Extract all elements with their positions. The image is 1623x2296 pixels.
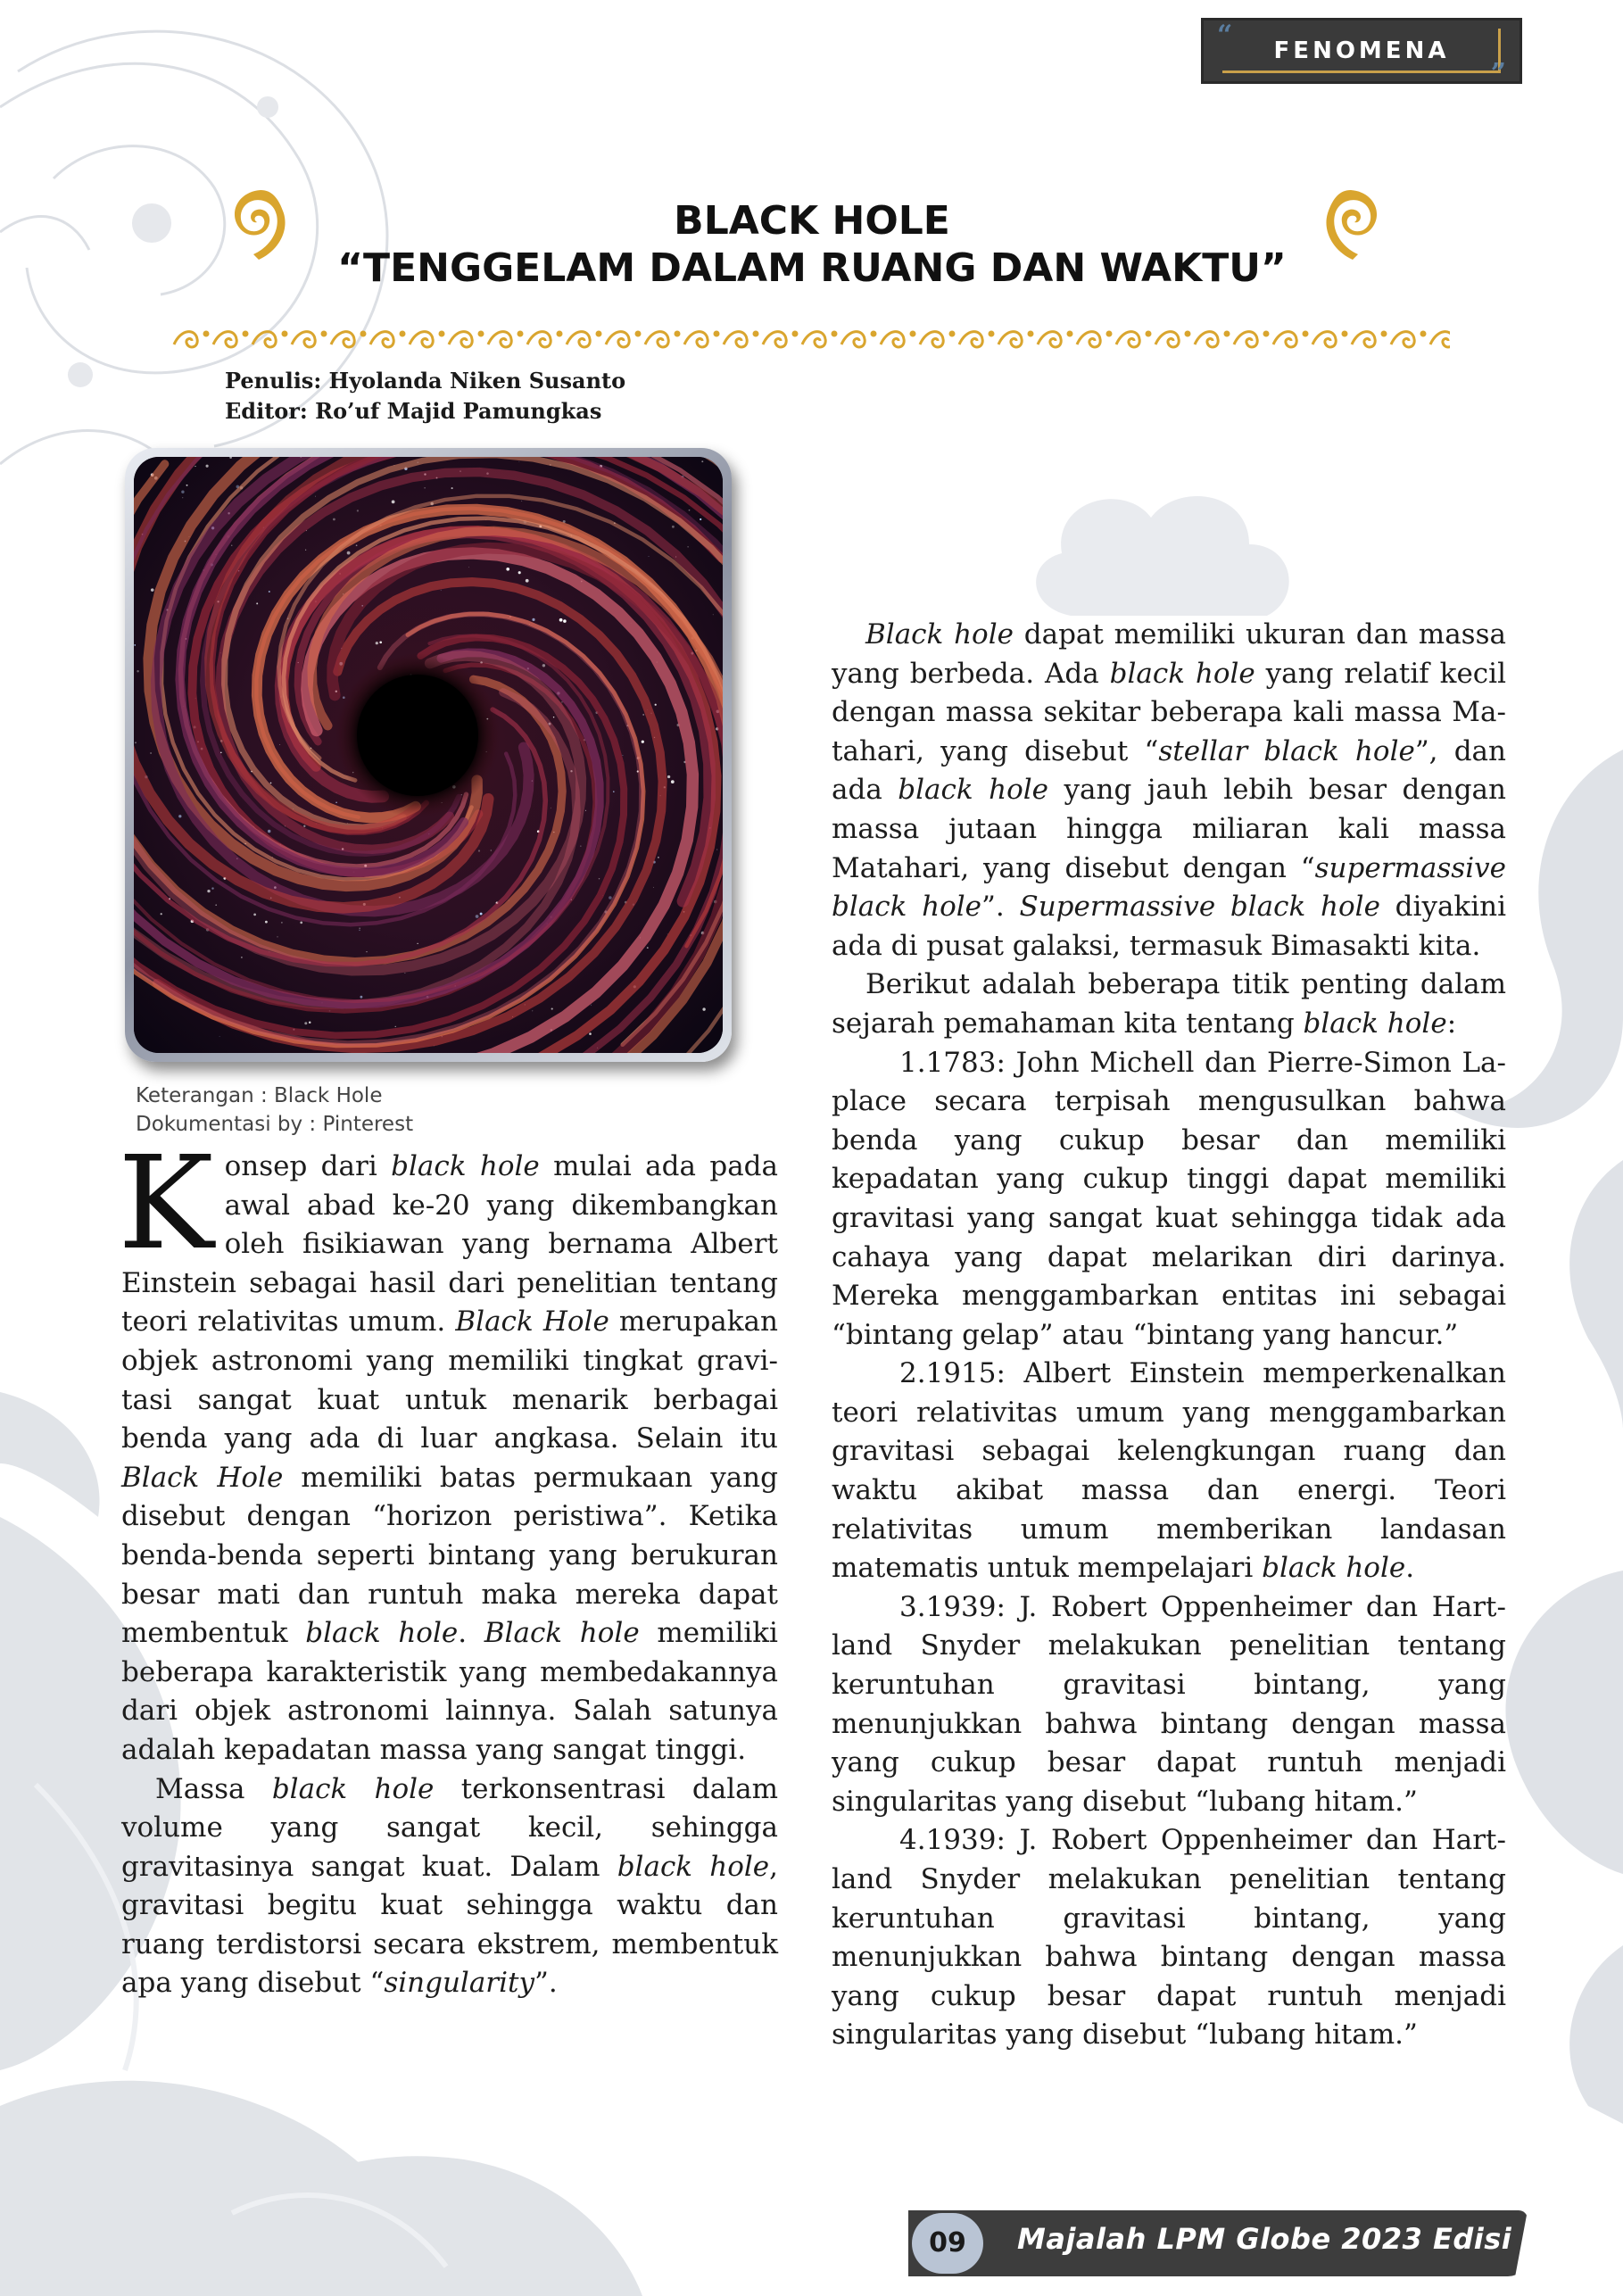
byline	[225, 366, 625, 427]
title-ornament-divider	[165, 321, 1450, 357]
history-item-number: 2.	[899, 1357, 926, 1390]
article-title	[268, 198, 1356, 293]
caption-credit: Dokumentasi by : Pinterest	[136, 1113, 414, 1136]
history-item	[832, 1355, 1506, 1588]
editor-line: Editor: Ro’uf Majid Pamungkas	[225, 398, 602, 424]
paragraph-size-text: Black hole dapat memiliki ukuran dan massa yang berbeda. Ada black hole yang relatif kecil dengan massa sekitar beberapa kali massa Matahari, yang disebut “stellar black hole”, dan ada black hole yang jauh lebih besar dengan massa jutaan hingga miliaran kali massa Matahari, yang disebut dengan “supermassive black hole”. Supermassive black hole diyakini ada di pusat galaksi, termasuk Bimasakti kita.	[832, 618, 1507, 962]
history-item-number: 3.	[899, 1590, 926, 1623]
paragraph-size	[832, 616, 1506, 966]
paragraph-mass	[121, 1770, 778, 2004]
paragraph-mass-text: Massa black hole terkonsentrasi dalam volume yang sangat kecil, sehingga gravitasinya sangat kuat. Dalam black hole, gravitasi begitu kuat sehingga waktu dan ruang terdistorsi secara ekstrem, membentuk apa yang disebut “singularity”.	[121, 1772, 778, 2000]
paragraph-intro-text: onsep dari black hole mulai ada pada awal abad ke-20 yang dikembangkan oleh fisikiawan yang bernama Albert Einstein sebagai hasil dari penelitian tentang teori relativitas umum. Black Hole merupakan objek astronomi yang memiliki tingkat gravitasi sangat kuat untuk menarik berbagai benda yang ada di luar angkasa. Selain itu Black Hole memiliki batas permukaan yang disebut dengan “horizon peristiwa”. Ketika benda-benda seperti bintang yang berukuran besar mati dan runtuh maka mereka dapat membentuk black hole. Black hole memiliki beberapa karakteristik yang membedakannya dari objek astronomi lainnya. Salah satunya adalah kepadatan massa yang sangat tinggi.	[121, 1150, 779, 1766]
history-item-text: 1939: J. Robert Oppenheimer dan Hartland Snyder melakukan penelitian tentang keruntuhan gravitasi bintang, yang menunjukkan bahwa bintang dengan massa yang cukup besar dapat runtuh menjadi singularitas yang disebut “lubang hitam.”	[832, 1590, 1506, 1818]
quote-close-icon: ”	[1490, 58, 1506, 89]
title-line-1: BLACK HOLE	[674, 198, 950, 244]
black-hole-photo	[125, 448, 732, 1062]
history-item-text: 1915: Albert Einstein memperkenalkan teori relativitas umum yang menggambarkan gravitasi sebagai kelengkungan ruang dan waktu akibat massa dan energi. Teori relativitas umum memberikan landasan matematis untuk mempelajari black hole.	[832, 1357, 1506, 1585]
history-item	[832, 1821, 1506, 2055]
section-tag	[1201, 18, 1522, 89]
magazine-name: Majalah LPM Globe 2023 Edisi I	[1017, 2222, 1534, 2256]
black-hole-illustration	[134, 457, 723, 1053]
history-item-text: 1939: J. Robert Oppenheimer dan Hartland Snyder melakukan penelitian tentang keruntuhan gravitasi bintang, yang menunjukkan bahwa bintang dengan massa yang cukup besar dapat runtuh menjadi singularitas yang disebut “lubang hitam.”	[832, 1824, 1506, 2051]
quote-open-icon: “	[1217, 20, 1233, 51]
history-item	[832, 1044, 1506, 1355]
history-item-number: 4.	[899, 1824, 926, 1857]
caption-description: Keterangan : Black Hole	[136, 1084, 383, 1107]
history-item-text: 1783: John Michell dan Pierre-Simon Laplace secara terpisah mengusulkan bahwa benda yang cukup besar dan memiliki kepadatan yang cukup tinggi dapat memiliki gravitasi yang sangat kuat sehingga tidak ada cahaya yang dapat melarikan diri darinya. Mereka menggambarkan entitas ini sebagai “bintang gelap” atau “bintang yang hancur.”	[832, 1046, 1506, 1351]
black-hole-image	[134, 457, 723, 1053]
title-line-2: “TENGGELAM DALAM RUANG DAN WAKTU”	[337, 245, 1287, 291]
article-column-right	[832, 616, 1506, 2055]
section-label: FENOMENA	[1273, 37, 1450, 64]
page-number: 09	[912, 2213, 983, 2274]
paragraph-intro	[118, 1128, 779, 1770]
paragraph-history-intro	[832, 966, 1506, 1043]
article-column-left	[118, 1128, 779, 2003]
drop-cap: K	[118, 1128, 214, 1278]
paragraph-history-intro-text: Berikut adalah beberapa titik penting dalam sejarah pemahaman kita tentang black hole:	[832, 968, 1506, 1040]
history-item-number: 1.	[899, 1046, 926, 1079]
history-item	[832, 1588, 1506, 1822]
history-list	[832, 1044, 1506, 2055]
author-line: Penulis: Hyolanda Niken Susanto	[225, 368, 626, 394]
